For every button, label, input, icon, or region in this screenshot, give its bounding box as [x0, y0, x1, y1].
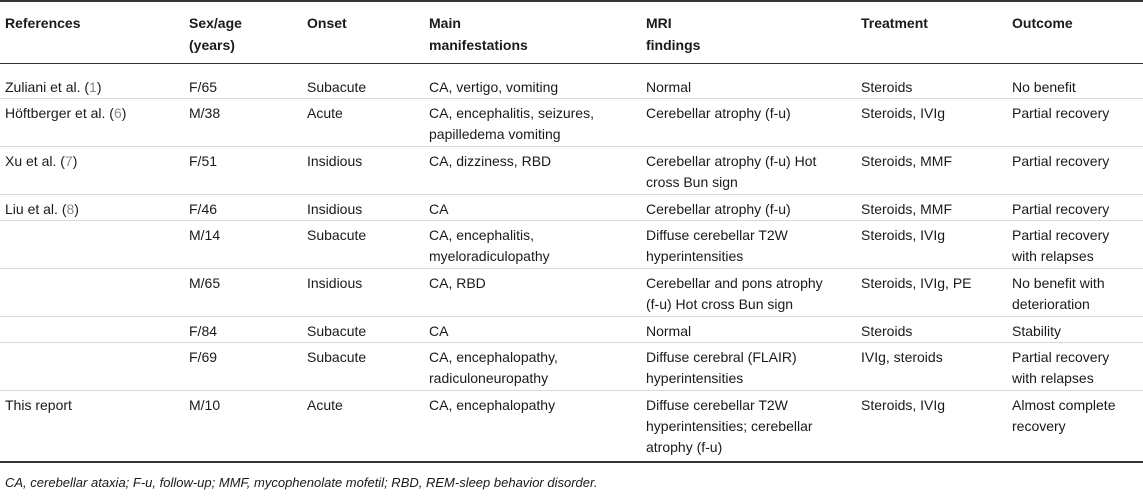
cell-treatment: IVIg, steroids: [861, 349, 943, 365]
reference-name: Liu et al. (: [5, 201, 67, 217]
citation-number[interactable]: 1: [89, 79, 97, 95]
reference-close-paren: ): [121, 105, 127, 121]
cell-line: CA, vertigo, vomiting: [429, 79, 559, 95]
cell-line: atrophy (f-u): [646, 439, 723, 455]
cell-sex-age: F/51: [189, 153, 218, 169]
cell-treatment: Steroids, IVIg: [861, 397, 946, 413]
cell-manifestations: [429, 225, 550, 267]
cell-manifestations: [429, 77, 558, 98]
cell-line: CA, dizziness, RBD: [429, 153, 552, 169]
cell-treatment: Steroids, IVIg, PE: [861, 275, 972, 291]
cell-line: No benefit: [1012, 79, 1076, 95]
header-references: References: [5, 15, 81, 31]
cell-onset: Insidious: [307, 201, 363, 217]
cell-manifestations: [429, 347, 558, 389]
cell-outcome: [1012, 273, 1105, 315]
cell-line: Partial recovery: [1012, 227, 1110, 243]
cell-line: with relapses: [1012, 248, 1094, 264]
reference-close-paren: ): [72, 153, 78, 169]
cell-line: No benefit with: [1012, 275, 1105, 291]
cell-manifestations: [429, 199, 448, 220]
cell-sex-age: M/14: [189, 227, 221, 243]
cell-mri: [646, 199, 791, 220]
cell-onset: Subacute: [307, 79, 367, 95]
cell-mri: [646, 151, 816, 193]
cell-onset: Acute: [307, 397, 343, 413]
cell-reference: [5, 199, 79, 220]
cell-manifestations: [429, 151, 551, 172]
cell-line: Cerebellar atrophy (f-u) Hot: [646, 153, 817, 169]
header-outcome: Outcome: [1012, 15, 1073, 31]
header-mri-findings: MRI findings: [646, 15, 701, 53]
table-footnote: CA, cerebellar ataxia; F-u, follow-up; MMF, mycophenolate mofetil; RBD, REM-sleep behavior disorder.: [5, 475, 598, 490]
cell-line: Normal: [646, 79, 692, 95]
citation-number[interactable]: 8: [66, 201, 75, 217]
cell-line: with relapses: [1012, 370, 1094, 386]
cell-treatment: Steroids: [861, 323, 913, 339]
cell-sex-age: M/38: [189, 105, 221, 121]
cell-mri: [646, 347, 797, 389]
cell-reference: [5, 151, 77, 172]
row-separator: [0, 220, 1143, 221]
cell-treatment: Steroids, IVIg: [861, 105, 946, 121]
row-separator: [0, 194, 1143, 195]
cell-sex-age: F/69: [189, 349, 218, 365]
cell-line: Partial recovery: [1012, 153, 1110, 169]
cell-line: CA, RBD: [429, 275, 486, 291]
row-separator: [0, 146, 1143, 147]
row-separator: [0, 342, 1143, 343]
reference-name: Xu et al. (: [5, 153, 65, 169]
header-main-manifestations: Main manifestations: [429, 15, 528, 53]
row-separator: [0, 268, 1143, 269]
cell-mri: [646, 273, 823, 315]
cell-reference: [5, 103, 126, 124]
cell-treatment: Steroids, MMF: [861, 153, 953, 169]
cell-outcome: [1012, 151, 1109, 172]
cell-line: Partial recovery: [1012, 201, 1110, 217]
cell-treatment: Steroids, MMF: [861, 201, 953, 217]
row-separator: [0, 316, 1143, 317]
cell-line: cross Bun sign: [646, 174, 738, 190]
cell-line: hyperintensities: [646, 370, 744, 386]
cell-line: CA, encephalopathy: [429, 397, 556, 413]
header-treatment: Treatment: [861, 15, 928, 31]
citation-number[interactable]: 6: [113, 105, 122, 121]
row-separator: [0, 390, 1143, 391]
cell-outcome: [1012, 103, 1109, 124]
row-separator: [0, 98, 1143, 99]
cell-line: CA, encephalopathy,: [429, 349, 558, 365]
cell-sex-age: F/65: [189, 79, 218, 95]
cell-onset: Subacute: [307, 227, 367, 243]
cell-mri: [646, 225, 788, 267]
cell-line: Diffuse cerebellar T2W: [646, 227, 788, 243]
cell-line: Almost complete: [1012, 397, 1116, 413]
cell-reference: [5, 77, 102, 98]
cell-outcome: [1012, 225, 1109, 267]
cell-treatment: Steroids, IVIg: [861, 227, 946, 243]
cell-onset: Insidious: [307, 275, 363, 291]
cell-sex-age: F/84: [189, 323, 218, 339]
cell-line: Normal: [646, 323, 692, 339]
header-onset: Onset: [307, 15, 347, 31]
cell-line: (f-u) Hot cross Bun sign: [646, 296, 794, 312]
cell-line: CA: [429, 323, 449, 339]
cell-manifestations: [429, 395, 555, 416]
cell-treatment: Steroids: [861, 79, 913, 95]
cell-onset: Subacute: [307, 323, 367, 339]
cell-line: CA: [429, 201, 449, 217]
cell-line: Partial recovery: [1012, 349, 1110, 365]
cell-line: Stability: [1012, 323, 1062, 339]
cell-line: papilledema vomiting: [429, 126, 561, 142]
cell-line: Cerebellar atrophy (f-u): [646, 105, 791, 121]
cell-line: Diffuse cerebral (FLAIR): [646, 349, 797, 365]
cell-line: deterioration: [1012, 296, 1090, 312]
cell-manifestations: [429, 103, 594, 145]
cell-outcome: [1012, 347, 1109, 389]
cell-line: hyperintensities: [646, 248, 744, 264]
header-sex-age: Sex/age (years): [189, 15, 242, 53]
cell-sex-age: F/46: [189, 201, 218, 217]
bottom-rule: [0, 461, 1143, 463]
cell-reference: [5, 395, 72, 416]
cell-mri: [646, 321, 691, 342]
cell-outcome: [1012, 321, 1061, 342]
cell-line: CA, encephalitis,: [429, 227, 535, 243]
cell-onset: Insidious: [307, 153, 363, 169]
cell-manifestations: [429, 273, 486, 294]
reference-name: Zuliani et al. (: [5, 79, 90, 95]
cell-outcome: [1012, 77, 1076, 98]
cell-onset: Subacute: [307, 349, 367, 365]
reference-name: This report: [5, 397, 72, 413]
cell-outcome: [1012, 199, 1109, 220]
cell-line: hyperintensities; cerebellar: [646, 418, 813, 434]
cell-line: recovery: [1012, 418, 1066, 434]
cell-outcome: [1012, 395, 1115, 437]
cell-line: Cerebellar atrophy (f-u): [646, 201, 791, 217]
cell-line: Partial recovery: [1012, 105, 1110, 121]
citation-number[interactable]: 7: [64, 153, 73, 169]
cell-line: myeloradiculopathy: [429, 248, 550, 264]
top-rule: [0, 0, 1143, 2]
cell-sex-age: M/10: [189, 397, 221, 413]
reference-name: Höftberger et al. (: [5, 105, 114, 121]
cell-mri: [646, 77, 691, 98]
reference-close-paren: ): [74, 201, 79, 217]
cell-mri: [646, 395, 813, 458]
cell-manifestations: [429, 321, 448, 342]
cell-onset: Acute: [307, 105, 343, 121]
cell-line: Diffuse cerebellar T2W: [646, 397, 788, 413]
cell-mri: [646, 103, 791, 124]
header-rule: [0, 63, 1143, 64]
cell-sex-age: M/65: [189, 275, 221, 291]
cell-line: CA, encephalitis, seizures,: [429, 105, 594, 121]
cell-line: radiculoneuropathy: [429, 370, 549, 386]
cell-line: Cerebellar and pons atrophy: [646, 275, 823, 291]
reference-close-paren: ): [96, 79, 102, 95]
